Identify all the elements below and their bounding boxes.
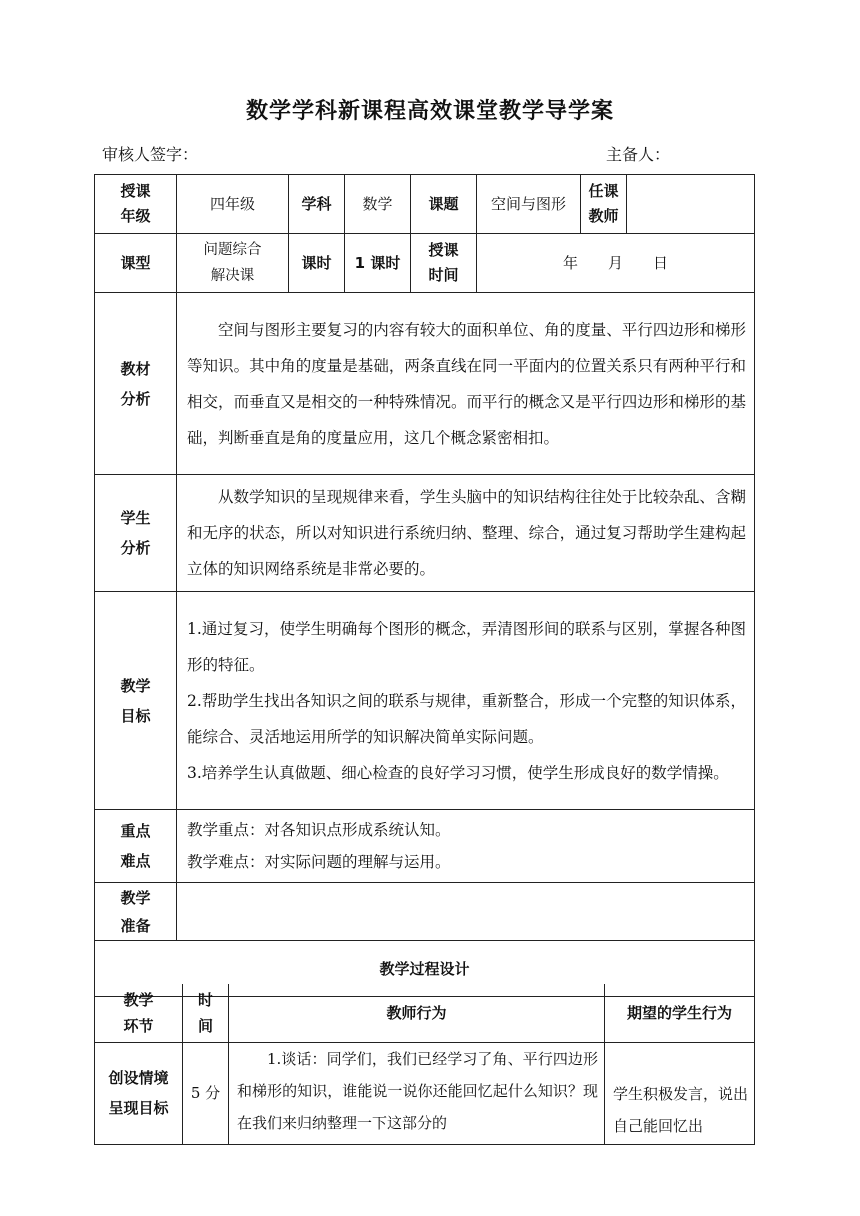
- preparer-label: 主备人：: [606, 145, 671, 164]
- subject-label: 学科: [289, 175, 345, 234]
- key-points-label: 重点 难点: [95, 810, 177, 883]
- stage-header: 教学 环节: [95, 984, 183, 1042]
- topic-label: 课题: [411, 175, 477, 234]
- material-analysis-label: 教材 分析: [95, 293, 177, 475]
- lesson-type-value: 问题综合 解决课: [177, 234, 289, 293]
- teaching-goals-label: 教学 目标: [95, 592, 177, 810]
- teacher-action-cell: 1.谈话：同学们，我们已经学习了角、平行四边形和梯形的知识，谁能说一说你还能回忆起什么知识？现在我们来归纳整理一下这部分的: [229, 1042, 605, 1144]
- time-label: 授课 时间: [411, 234, 477, 293]
- table-row: [95, 1042, 755, 1144]
- lesson-type-label: 课型: [95, 234, 177, 293]
- teaching-goals-text: [177, 592, 755, 810]
- student-action-cell: 学生积极发言，说出自己能回忆出: [605, 1042, 755, 1144]
- grade-value: 四年级: [177, 175, 289, 234]
- goal-item: 3.培养学生认真做题、细心检查的良好学习习惯，使学生形成良好的数学情操。: [187, 763, 729, 782]
- subject-value: 数学: [345, 175, 411, 234]
- stage-cell: 创设情境 呈现目标: [95, 1042, 183, 1144]
- key-points-text: [177, 810, 755, 883]
- document-title: 数学学科新课程高效课堂教学导学案: [245, 99, 614, 124]
- time-value: 年 月 日: [477, 234, 755, 293]
- process-table: [94, 984, 755, 1145]
- goal-item: 2.帮助学生找出各知识之间的联系与规律，重新整合，形成一个完整的知识体系，能综合、灵活地运用所学的知识解决简单实际问题。: [187, 691, 746, 746]
- student-action-header: 期望的学生行为: [605, 984, 755, 1042]
- material-analysis-text: 空间与图形主要复习的内容有较大的面积单位、角的度量、平行四边形和梯形等知识。其中角的度量是基础，两条直线在同一平面内的位置关系只有两种平行和相交，而垂直又是相交的一种特殊情况。而平行的概念又是平行四边形和梯形的基础，判断垂直是角的度量应用，这几个概念紧密相扣。: [177, 293, 755, 475]
- topic-value: 空间与图形: [477, 175, 581, 234]
- teacher-value: [627, 175, 755, 234]
- teacher-action-header: 教师行为: [229, 984, 605, 1042]
- process-design-heading: 教学过程设计: [95, 941, 755, 997]
- teacher-label: 任课 教师: [581, 175, 627, 234]
- preparation-label: 教学 准备: [95, 883, 177, 941]
- student-analysis-label: 学生 分析: [95, 475, 177, 592]
- hours-value: 1 课时: [345, 234, 411, 293]
- hours-label: 课时: [289, 234, 345, 293]
- grade-label: 授课 年级: [95, 175, 177, 234]
- difficult-point-item: 教学难点：对实际问题的理解与运用。: [187, 853, 451, 871]
- time-cell: 5 分: [183, 1042, 229, 1144]
- reviewer-signature-label: 审核人签字：: [102, 145, 199, 164]
- key-point-item: 教学重点：对各知识点形成系统认知。: [187, 821, 451, 839]
- student-analysis-text: 从数学知识的呈现规律来看，学生头脑中的知识结构往往处于比较杂乱、含糊和无序的状态，所以对知识进行系统归纳、整理、综合，通过复习帮助学生建构起立体的知识网络系统是非常必要的。: [177, 475, 755, 592]
- time-header: 时 间: [183, 984, 229, 1042]
- lesson-info-table: [94, 174, 755, 997]
- preparation-value: [177, 883, 755, 941]
- goal-item: 1.通过复习，使学生明确每个图形的概念，弄清图形间的联系与区别，掌握各种图形的特征。: [187, 619, 746, 674]
